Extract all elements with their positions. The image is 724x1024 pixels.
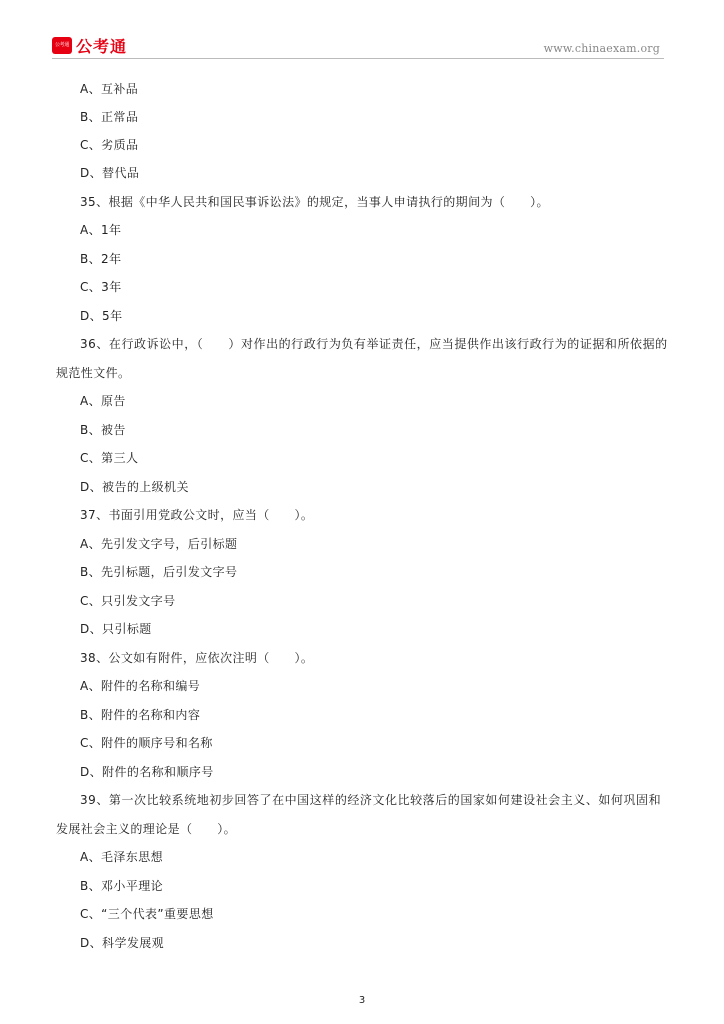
logo-badge-icon: 公考通 — [52, 37, 72, 54]
option-d: D、科学发展观 — [80, 936, 165, 950]
option-b: B、正常品 — [80, 110, 139, 124]
page-header — [52, 36, 664, 59]
option-a: A、原告 — [80, 394, 126, 408]
option-d: D、替代品 — [80, 166, 140, 180]
option-c: C、劣质品 — [80, 138, 139, 152]
question-36: 36、在行政诉讼中，（ ）对作出的行政行为负有举证责任，应当提供作出该行政行为的证据和所依据的 — [80, 337, 668, 351]
option-a: A、互补品 — [80, 82, 139, 96]
question-37: 37、书面引用党政公文时，应当（ ）。 — [80, 508, 314, 522]
question-36-continued: 规范性文件。 — [56, 366, 131, 380]
option-a: A、先引发文字号，后引标题 — [80, 537, 238, 551]
site-url: www.chinaexam.org — [543, 42, 660, 55]
option-b: B、附件的名称和内容 — [80, 708, 201, 722]
option-c: C、3年 — [80, 280, 122, 294]
option-b: B、2年 — [80, 252, 122, 266]
option-a: A、附件的名称和编号 — [80, 679, 201, 693]
question-39-continued: 发展社会主义的理论是（ ）。 — [56, 822, 237, 836]
option-c: C、只引发文字号 — [80, 594, 176, 608]
option-d: D、只引标题 — [80, 622, 152, 636]
question-39: 39、第一次比较系统地初步回答了在中国这样的经济文化比较落后的国家如何建设社会主义、如何巩固和 — [80, 793, 662, 807]
option-d: D、附件的名称和顺序号 — [80, 765, 214, 779]
logo-text: 公考通 — [76, 36, 128, 56]
logo — [52, 36, 127, 54]
option-b: B、邓小平理论 — [80, 879, 164, 893]
question-35: 35、根据《中华人民共和国民事诉讼法》的规定，当事人申请执行的期间为（ ）。 — [80, 195, 549, 209]
option-b: B、先引标题，后引发文字号 — [80, 565, 238, 579]
option-c: C、“三个代表”重要思想 — [80, 907, 214, 921]
option-c: C、附件的顺序号和名称 — [80, 736, 213, 750]
page-number: 3 — [358, 995, 366, 1006]
option-a: A、毛泽东思想 — [80, 850, 164, 864]
option-a: A、1年 — [80, 223, 122, 237]
option-b: B、被告 — [80, 423, 126, 437]
option-d: D、被告的上级机关 — [80, 480, 189, 494]
option-c: C、第三人 — [80, 451, 139, 465]
question-38: 38、公文如有附件，应依次注明（ ）。 — [80, 651, 314, 665]
option-d: D、5年 — [80, 309, 123, 323]
